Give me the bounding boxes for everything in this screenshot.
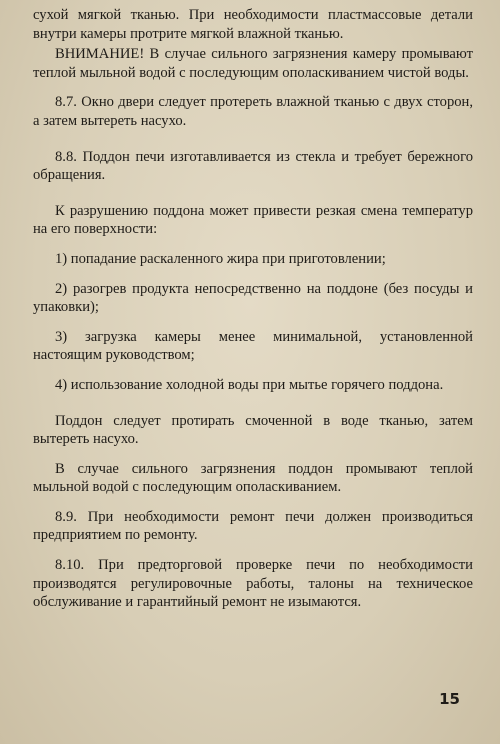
list-item-4: 4) использование холодной воды при мытье горячего поддона. — [55, 376, 444, 393]
list-item-1: 1) попадание раскаленного жира при приготовлении; — [55, 250, 386, 267]
paragraph-8-10: 8.10. При предторговой проверке печи по необходимости производятся регулировочные работы, талоны на техническое обслуживание и гарантийный ремонт не изымаются. — [33, 557, 473, 611]
paragraph-tray-damage: К разрушению поддона может привести резкая смена температур на его поверхности: — [33, 202, 473, 238]
paragraph-tray-wipe: Поддон следует протирать смоченной в воде тканью, затем вытереть насухо. — [33, 412, 473, 448]
page-number: 15 — [439, 690, 460, 708]
list-item-2: 2) разогрев продукта непосредственно на поддоне (без посуды и упаковки); — [33, 280, 473, 316]
paragraph-8-9: 8.9. При необходимости ремонт печи должен производиться предприятием по ремонту. — [33, 508, 473, 544]
list-item-3: 3) загрузка камеры менее минимальной, установленной настоящим руководством; — [33, 328, 473, 364]
paragraph-warning: ВНИМАНИЕ! В случае сильного загрязнения камеру промывают теплой мыльной водой с последующим ополаскиванием чистой воды. — [33, 46, 473, 81]
paragraph-tray-heavy-dirt: В случае сильного загрязнения поддон промывают теплой мыльной водой с последующим ополаскиванием. — [33, 460, 473, 496]
paragraph-8-7: 8.7. Окно двери следует протереть влажной тканью с двух сторон, а затем вытереть насухо. — [33, 94, 473, 129]
page-content — [33, 6, 473, 612]
paragraph-continuation: сухой мягкой тканью. При необходимости пластмассовые детали внутри камеры протрите мягкой влажной тканью. — [33, 7, 473, 42]
paragraph-8-8: 8.8. Поддон печи изготавливается из стекла и требует бережного обращения. — [33, 148, 473, 184]
